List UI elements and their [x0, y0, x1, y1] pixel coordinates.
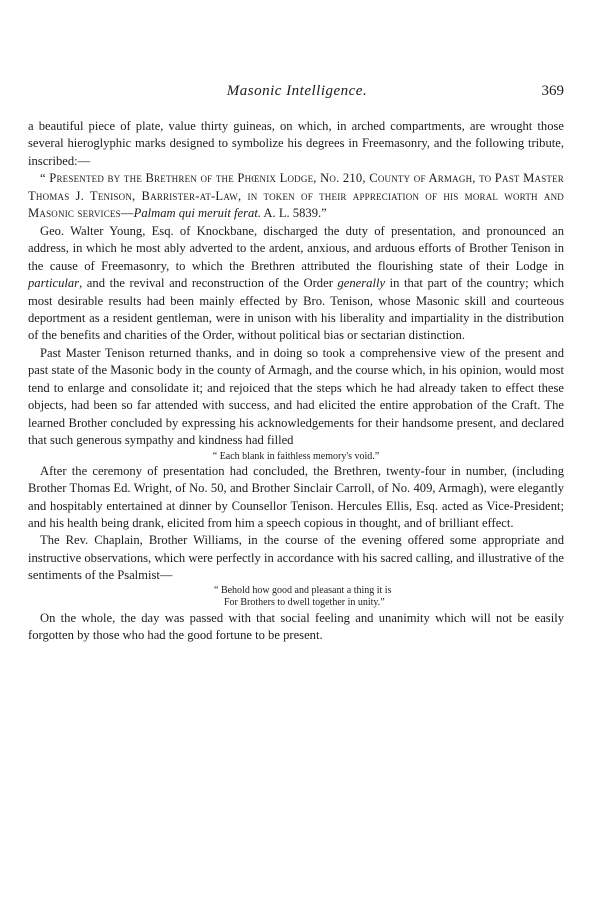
emphasis-particular: particular	[28, 276, 80, 291]
paragraph-conclusion: On the whole, the day was passed with that social feeling and unanimity which will not be easily forgotten by those who had the good fortune to be present.	[28, 610, 564, 643]
text-run: in that part of the country; which most desirable results had been mainly effected by Bro. Tenison, whose Masonic skill and courteous deportment as a resident gentleman, were in unison with his liberality and impartiality in the distribution of the benefits and charities of the Order, without political bias or sectarian distinction.	[28, 276, 564, 343]
paragraph-continuation: a beautiful piece of plate, value thirty guineas, on which, in arched compartments, are wrought those several hieroglyphic marks designed to symbolize his degrees in Freemasonry, and the following tribute, inscribed:—	[28, 119, 564, 168]
latin-motto: Palmam qui meruit ferat.	[133, 206, 261, 221]
running-title: Masonic Intelligence.	[226, 83, 368, 99]
inscription-text: “ Presented by the Brethren of the Phœnix Lodge, No. 210, County of Armagh, to Past Master Thomas J. Tenison, Barrister-at-Law, in token of their appreciation of his moral worth and Masonic services—	[28, 171, 564, 221]
paragraph-dinner: After the ceremony of presentation had concluded, the Brethren, twenty-four in number, (including Brother Thomas Ed. Wright, of No. 50, and Brother Sinclair Carroll, of No. 409, Armagh), were elegantly and hospitably entertained at dinner by Counsellor Tenison. Hercules Ellis, Esq. acted as Vice-President; and his health being drank, elicited from him a speech copious in thought, and of brilliant effect.	[28, 463, 564, 530]
paragraph-thanks: Past Master Tenison returned thanks, and in doing so took a comprehensive view of the present and past state of the Masonic body in the county of Armagh, and the course which, in his opinion, would most tend to enlarge and consolidate it; and rejoiced that the steps which he had already taken to effect these objects, had been so far attended with success, and had elicited the entire approbation of the Craft. The learned Brother concluded by expressing his acknowledgements for their handsome present, and declared that such generous sympathy and kindness had filled	[28, 345, 564, 448]
emphasis-generally: generally	[337, 276, 386, 291]
page-header	[30, 83, 564, 107]
paragraph-presentation	[28, 223, 564, 345]
paragraph-chaplain: The Rev. Chaplain, Brother Williams, in the course of the evening offered some appropriate and instructive observations, which were perfectly in accordance with his sacred calling, and illustrative of the sentiments of the Psalmist—	[28, 533, 564, 583]
body-text	[28, 118, 564, 645]
page-number: 369	[541, 83, 564, 99]
quotation-psalm-line2: For Brothers to dwell together in unity.”	[224, 597, 385, 609]
quotation-memory: “ Each blank in faithless memory's void.”	[212, 450, 380, 462]
inscription-date: A. L. 5839.”	[260, 206, 327, 221]
quotation-psalm-line1: “ Behold how good and pleasant a thing it is	[214, 584, 392, 596]
text-run: , and the revival and reconstruction of the Order	[79, 276, 338, 291]
text-run: Geo. Walter Young, Esq. of Knockbane, discharged the duty of presentation, and pronounced an address, in which he most ably adverted to the ardent, anxious, and arduous efforts of Brother Tenison in the cause of Freemasonry, to which the Brethren attributed the flourishing state of their Lodge in	[28, 223, 564, 273]
inscription-paragraph	[28, 170, 564, 222]
